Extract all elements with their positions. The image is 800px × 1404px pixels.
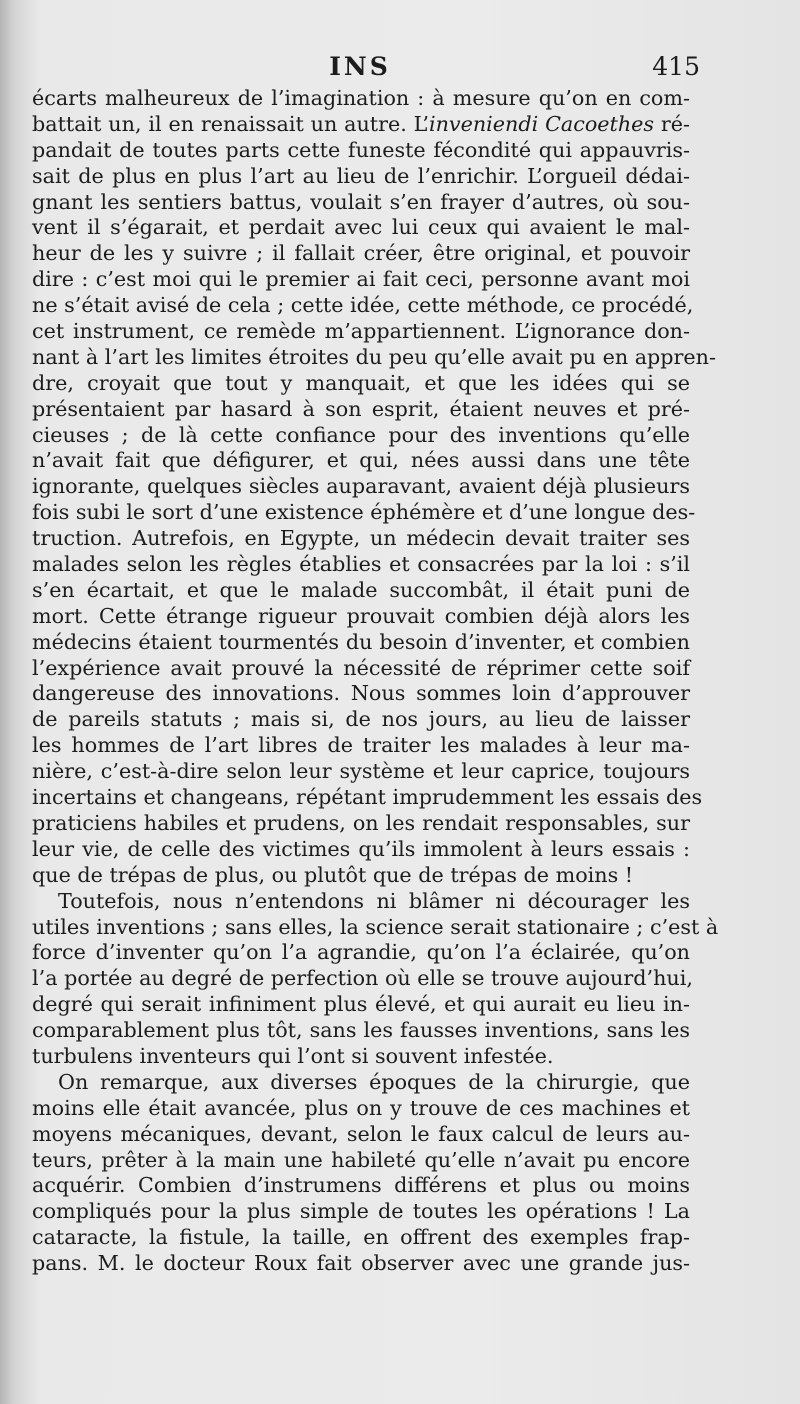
text-line xyxy=(32,940,690,966)
text-line xyxy=(32,526,690,552)
text-segment: mort. Cette étrange rigueur prouvait combien déjà alors les xyxy=(32,603,690,628)
text-segment: que de trépas de plus, ou plutôt que de trépas de moins ! xyxy=(32,862,634,887)
body-text xyxy=(32,86,719,1277)
text-line xyxy=(32,1018,690,1044)
running-head: INS xyxy=(329,52,391,81)
text-line xyxy=(32,811,690,837)
text-segment: nière, c’est-à-dire selon leur système et leur caprice, toujours xyxy=(32,759,690,784)
text-segment: utiles inventions ; sans elles, la science serait stationaire ; c’est à xyxy=(32,914,719,939)
text-segment: de pareils statuts ; mais si, de nos jours, au lieu de laisser xyxy=(32,707,690,732)
text-segment: comparablement plus tôt, sans les fausses inventions, sans les xyxy=(32,1018,690,1043)
text-line xyxy=(32,1173,690,1199)
text-segment: malades selon les règles établies et consacrées par la loi : s’il xyxy=(32,552,690,577)
text-line xyxy=(32,215,690,241)
text-line xyxy=(32,423,690,449)
text-line xyxy=(32,267,690,293)
text-segment: cieuses ; de là cette confiance pour des inventions qu’elle xyxy=(32,422,690,447)
text-segment: ignorante, quelques siècles auparavant, avaient déjà plusieurs xyxy=(32,474,690,499)
text-line xyxy=(32,656,690,682)
text-line xyxy=(32,293,694,319)
text-segment: truction. Autrefois, en Egypte, un médecin devait traiter ses xyxy=(32,526,690,551)
text-segment: battait un, il en renaissait un autre. L’ xyxy=(32,111,429,136)
text-line xyxy=(32,474,690,500)
text-segment: heur de les y suivre ; il fallait créer, être original, et pouvoir xyxy=(32,241,690,266)
text-segment: sait de plus en plus l’art au lieu de l’enrichir. L’orgueil dédai- xyxy=(32,163,690,188)
text-segment: médecins étaient tourmentés du besoin d’inventer, et combien xyxy=(32,629,690,654)
text-segment: turbulens inventeurs qui l’ont si souvent infestée. xyxy=(32,1043,554,1068)
text-line xyxy=(32,112,690,138)
text-segment: acquérir. Combien d’instrumens différens et plus ou moins xyxy=(32,1173,690,1198)
text-line xyxy=(32,604,690,630)
text-line xyxy=(32,1148,690,1174)
text-line xyxy=(32,1251,690,1277)
text-segment: compliqués pour la plus simple de toutes les opérations ! La xyxy=(32,1199,690,1224)
text-line xyxy=(32,863,690,889)
text-line xyxy=(32,966,693,992)
text-line xyxy=(32,319,690,345)
text-segment: leur vie, de celle des victimes qu’ils immolent à leurs essais : xyxy=(32,836,690,861)
text-segment: dre, croyait que tout y manquait, et que les idées qui se xyxy=(32,370,690,395)
text-line xyxy=(32,1044,690,1070)
text-segment: force d’inventer qu’on l’a agrandie, qu’on l’a éclairée, qu’on xyxy=(32,940,690,965)
text-line xyxy=(32,681,690,707)
text-segment: l’expérience avait prouvé la nécessité de réprimer cette soif xyxy=(32,655,690,680)
text-segment: nant à l’art les limites étroites du peu qu’elle avait pu en appren- xyxy=(32,344,716,369)
text-segment: vent il s’égarait, et perdait avec lui ceux qui avaient le mal- xyxy=(32,215,690,240)
text-segment: cataracte, la fistule, la taille, en offrent des exemples frap- xyxy=(32,1225,690,1250)
text-segment: moins elle était avancée, plus on y trouve de ces machines et xyxy=(32,1095,690,1120)
text-line xyxy=(32,1122,690,1148)
text-segment: pandait de toutes parts cette funeste fécondité qui appauvris- xyxy=(32,137,690,162)
text-segment: cet instrument, ce remède m’appartiennent. L’ignorance don- xyxy=(32,319,690,344)
text-line xyxy=(32,448,690,474)
text-line xyxy=(32,1225,690,1251)
text-line xyxy=(32,552,690,578)
text-segment: moyens mécaniques, devant, selon le faux calcul de leurs au- xyxy=(32,1121,690,1146)
text-segment: Toutefois, nous n’entendons ni blâmer ni décourager les xyxy=(58,888,690,913)
text-segment: s’en écartait, et que le malade succombât, il était puni de xyxy=(32,577,690,602)
text-segment: pans. M. le docteur Roux fait observer avec une grande jus- xyxy=(32,1251,690,1276)
text-line xyxy=(32,837,690,863)
text-segment: dangereuse des innovations. Nous sommes loin d’approuver xyxy=(32,681,690,706)
text-line xyxy=(32,164,690,190)
text-segment: l’a portée au degré de perfection où elle se trouve aujourd’hui, xyxy=(32,966,693,991)
text-line xyxy=(32,1096,690,1122)
text-segment: incertains et changeans, répétant imprudemment les essais des xyxy=(32,785,703,810)
text-segment: praticiens habiles et prudens, on les rendait responsables, sur xyxy=(32,810,690,835)
text-line xyxy=(32,1070,690,1096)
text-segment: écarts malheureux de l’imagination : à mesure qu’on en com- xyxy=(32,86,690,110)
text-line xyxy=(32,1199,690,1225)
text-line xyxy=(32,630,690,656)
text-segment: On remarque, aux diverses époques de la chirurgie, que xyxy=(58,1069,690,1094)
text-line xyxy=(32,733,690,759)
text-segment: les hommes de l’art libres de traiter les malades à leur ma- xyxy=(32,733,690,758)
text-segment: gnant les sentiers battus, voulait s’en frayer d’autres, où sou- xyxy=(32,189,690,214)
text-segment: présentaient par hasard à son esprit, étaient neuves et pré- xyxy=(32,396,690,421)
text-line xyxy=(32,914,719,941)
text-line xyxy=(32,397,690,423)
text-segment: fois subi le sort d’une existence éphémère et d’une longue des- xyxy=(32,500,696,525)
text-line xyxy=(32,578,690,604)
text-line xyxy=(32,785,703,811)
text-segment: n’avait fait que défigurer, et qui, nées aussi dans une tête xyxy=(32,448,690,473)
text-line xyxy=(32,759,690,785)
page-number: 415 xyxy=(652,52,700,81)
text-line xyxy=(32,138,690,164)
text-line xyxy=(32,371,690,397)
text-line xyxy=(32,344,716,371)
text-line xyxy=(32,707,690,733)
text-segment: dire : c’est moi qui le premier ai fait ceci, personne avant moi xyxy=(32,267,690,292)
text-line xyxy=(32,889,690,915)
page-header xyxy=(0,52,800,86)
text-line xyxy=(32,86,690,112)
text-line xyxy=(32,500,696,526)
text-line xyxy=(32,992,690,1018)
text-segment: teurs, prêter à la main une habileté qu’elle n’avait pu encore xyxy=(32,1147,690,1172)
text-line xyxy=(32,190,690,216)
text-line xyxy=(32,241,690,267)
italic-segment: inveniendi Cacoethes xyxy=(428,111,655,136)
text-segment: degré qui serait infiniment plus élevé, et qui aurait eu lieu in- xyxy=(32,992,690,1017)
text-segment: ne s’était avisé de cela ; cette idée, cette méthode, ce procédé, xyxy=(32,293,694,318)
text-segment: ré- xyxy=(654,111,690,136)
